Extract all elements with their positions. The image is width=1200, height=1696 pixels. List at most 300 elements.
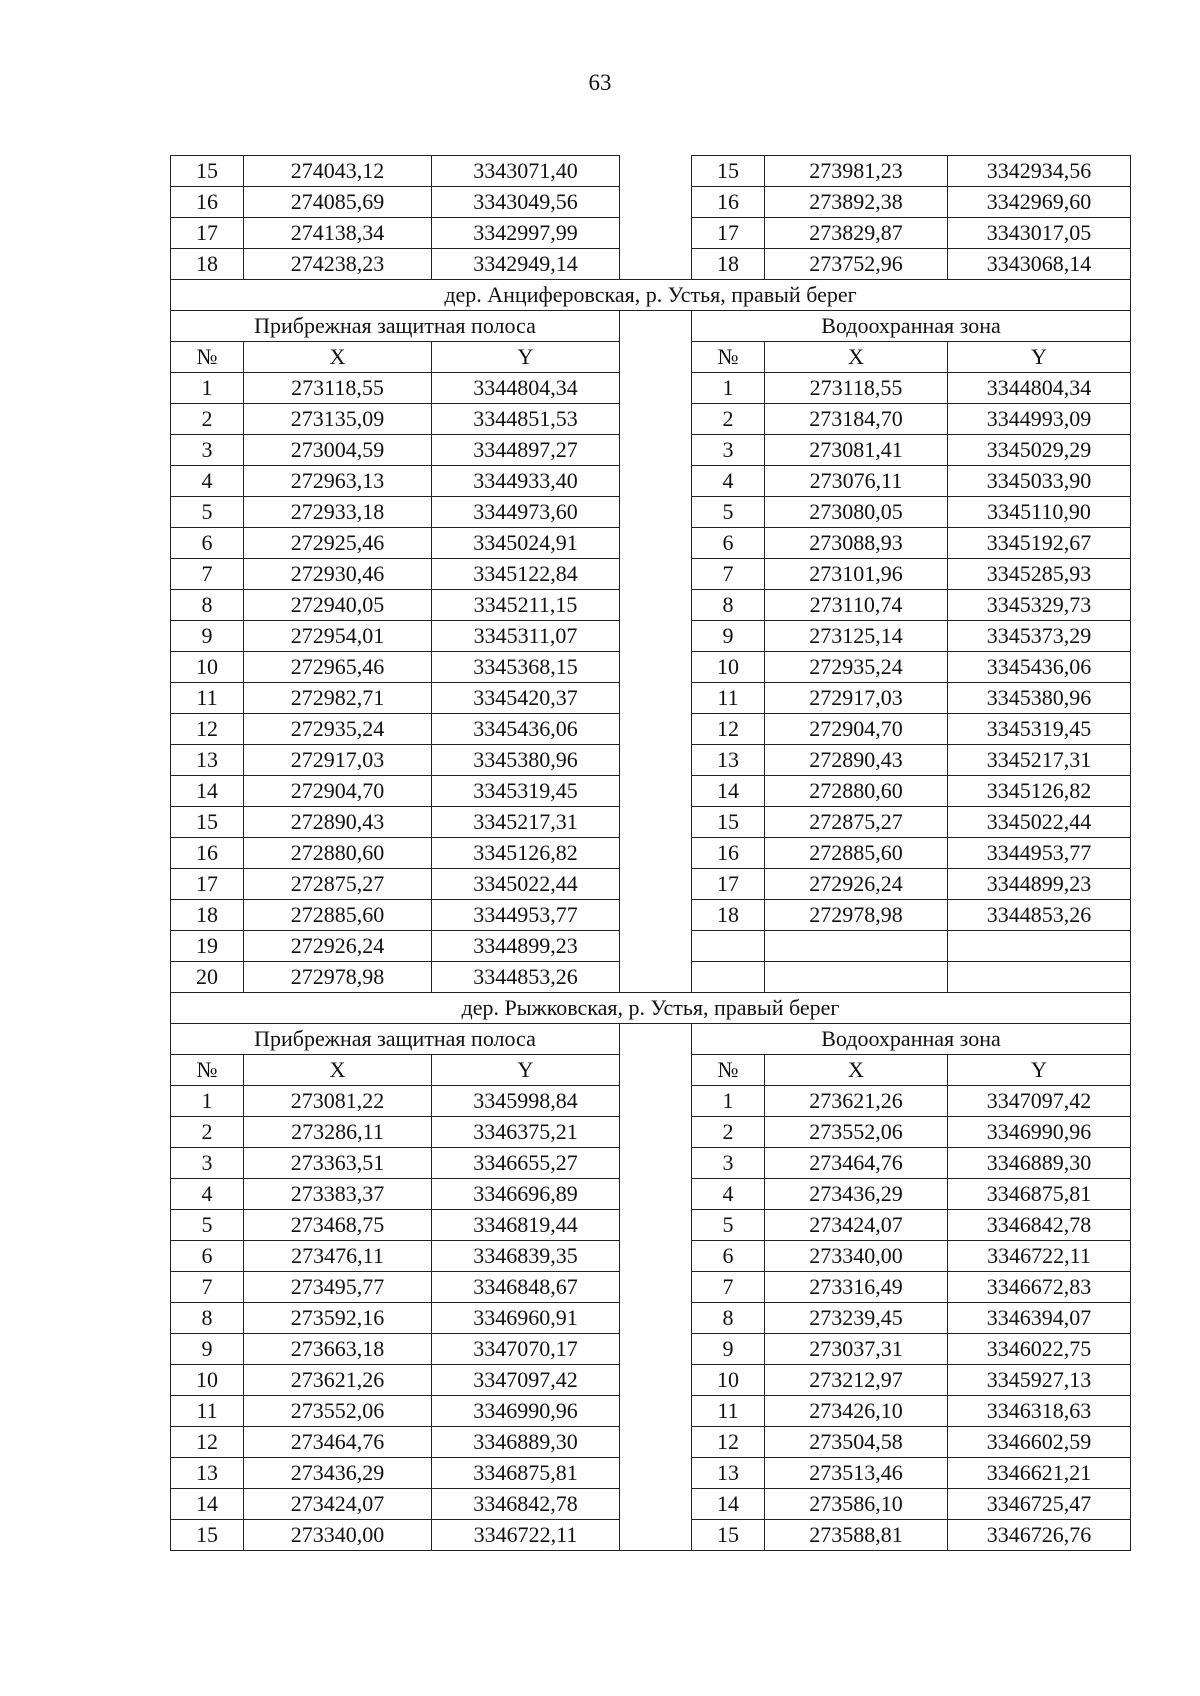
column-gap bbox=[620, 776, 692, 807]
column-gap bbox=[620, 466, 692, 497]
number-header: № bbox=[692, 342, 765, 373]
column-gap bbox=[620, 900, 692, 931]
column-gap bbox=[620, 1334, 692, 1365]
y-coordinate-cell: 3344804,34 bbox=[432, 373, 620, 404]
column-gap bbox=[620, 1427, 692, 1458]
section-title-row bbox=[171, 280, 1131, 311]
subsection-label-row bbox=[171, 311, 1131, 342]
y-header: Y bbox=[948, 1055, 1131, 1086]
y-coordinate-cell: 3346318,63 bbox=[948, 1396, 1131, 1427]
column-gap bbox=[620, 497, 692, 528]
y-coordinate-cell: 3345192,67 bbox=[948, 528, 1131, 559]
point-number-cell: 18 bbox=[692, 900, 765, 931]
point-number-cell bbox=[692, 931, 765, 962]
y-coordinate-cell: 3344899,23 bbox=[948, 869, 1131, 900]
column-gap bbox=[620, 404, 692, 435]
point-number-cell: 16 bbox=[692, 838, 765, 869]
point-number-cell: 6 bbox=[692, 1241, 765, 1272]
point-number-cell: 9 bbox=[692, 1334, 765, 1365]
x-coordinate-cell: 272982,71 bbox=[244, 683, 432, 714]
column-gap bbox=[620, 1117, 692, 1148]
y-coordinate-cell: 3343071,40 bbox=[432, 156, 620, 187]
x-header: X bbox=[765, 342, 948, 373]
table-row bbox=[171, 404, 1131, 435]
y-coordinate-cell: 3346022,75 bbox=[948, 1334, 1131, 1365]
table-row bbox=[171, 1272, 1131, 1303]
y-coordinate-cell: 3345380,96 bbox=[432, 745, 620, 776]
point-number-cell: 14 bbox=[692, 1489, 765, 1520]
x-coordinate-cell: 273892,38 bbox=[765, 187, 948, 218]
y-coordinate-cell: 3345024,91 bbox=[432, 528, 620, 559]
table-row bbox=[171, 1520, 1131, 1551]
x-coordinate-cell: 273004,59 bbox=[244, 435, 432, 466]
y-coordinate-cell: 3345217,31 bbox=[432, 807, 620, 838]
point-number-cell: 13 bbox=[171, 1458, 244, 1489]
table-row bbox=[171, 776, 1131, 807]
x-coordinate-cell: 272890,43 bbox=[244, 807, 432, 838]
table-row bbox=[171, 373, 1131, 404]
point-number-cell: 11 bbox=[171, 683, 244, 714]
table-row bbox=[171, 745, 1131, 776]
point-number-cell: 9 bbox=[171, 1334, 244, 1365]
x-coordinate-cell: 273663,18 bbox=[244, 1334, 432, 1365]
x-coordinate-cell: 272963,13 bbox=[244, 466, 432, 497]
x-coordinate-cell: 272930,46 bbox=[244, 559, 432, 590]
y-coordinate-cell: 3342969,60 bbox=[948, 187, 1131, 218]
column-gap bbox=[620, 187, 692, 218]
water-protection-zone-label: Водоохранная зона bbox=[692, 1024, 1131, 1055]
y-coordinate-cell: 3346842,78 bbox=[432, 1489, 620, 1520]
y-coordinate-cell: 3347097,42 bbox=[948, 1086, 1131, 1117]
point-number-cell: 10 bbox=[692, 1365, 765, 1396]
x-coordinate-cell: 272885,60 bbox=[244, 900, 432, 931]
column-gap bbox=[620, 311, 692, 342]
point-number-cell: 1 bbox=[171, 373, 244, 404]
table-row bbox=[171, 1179, 1131, 1210]
y-coordinate-cell: 3346889,30 bbox=[432, 1427, 620, 1458]
x-coordinate-cell: 272965,46 bbox=[244, 652, 432, 683]
x-coordinate-cell: 273081,41 bbox=[765, 435, 948, 466]
table-row bbox=[171, 869, 1131, 900]
y-coordinate-cell: 3345319,45 bbox=[948, 714, 1131, 745]
table-row bbox=[171, 1148, 1131, 1179]
point-number-cell: 5 bbox=[692, 1210, 765, 1241]
x-coordinate-cell: 273076,11 bbox=[765, 466, 948, 497]
section-title-row bbox=[171, 993, 1131, 1024]
column-gap bbox=[620, 652, 692, 683]
point-number-cell: 16 bbox=[171, 838, 244, 869]
section-title: дер. Рыжковская, р. Устья, правый берег bbox=[171, 993, 1131, 1024]
column-gap bbox=[620, 559, 692, 590]
point-number-cell: 5 bbox=[692, 497, 765, 528]
table-row bbox=[171, 218, 1131, 249]
point-number-cell: 6 bbox=[171, 1241, 244, 1272]
point-number-cell: 15 bbox=[171, 1520, 244, 1551]
x-coordinate-cell: 273340,00 bbox=[765, 1241, 948, 1272]
point-number-cell: 1 bbox=[171, 1086, 244, 1117]
y-coordinate-cell: 3344897,27 bbox=[432, 435, 620, 466]
point-number-cell: 4 bbox=[692, 1179, 765, 1210]
table-row bbox=[171, 466, 1131, 497]
x-header: X bbox=[765, 1055, 948, 1086]
coordinates-table bbox=[170, 155, 1131, 1551]
point-number-cell: 15 bbox=[171, 807, 244, 838]
y-coordinate-cell: 3345998,84 bbox=[432, 1086, 620, 1117]
column-gap bbox=[620, 1396, 692, 1427]
column-gap bbox=[620, 373, 692, 404]
table-row bbox=[171, 1117, 1131, 1148]
table-row bbox=[171, 1396, 1131, 1427]
point-number-cell: 8 bbox=[171, 590, 244, 621]
y-coordinate-cell: 3345022,44 bbox=[432, 869, 620, 900]
y-coordinate-cell: 3345373,29 bbox=[948, 621, 1131, 652]
point-number-cell: 4 bbox=[171, 466, 244, 497]
x-header: X bbox=[244, 1055, 432, 1086]
point-number-cell: 12 bbox=[692, 1427, 765, 1458]
point-number-cell: 20 bbox=[171, 962, 244, 993]
column-gap bbox=[620, 1148, 692, 1179]
point-number-cell: 11 bbox=[692, 683, 765, 714]
x-coordinate-cell: 273621,26 bbox=[765, 1086, 948, 1117]
x-coordinate-cell: 274138,34 bbox=[244, 218, 432, 249]
point-number-cell: 2 bbox=[692, 404, 765, 435]
x-coordinate-cell: 273125,14 bbox=[765, 621, 948, 652]
table-row bbox=[171, 1489, 1131, 1520]
y-coordinate-cell: 3344851,53 bbox=[432, 404, 620, 435]
point-number-cell: 17 bbox=[692, 869, 765, 900]
x-coordinate-cell: 272875,27 bbox=[765, 807, 948, 838]
x-coordinate-cell: 273588,81 bbox=[765, 1520, 948, 1551]
point-number-cell: 8 bbox=[171, 1303, 244, 1334]
table-row bbox=[171, 1427, 1131, 1458]
point-number-cell: 7 bbox=[171, 559, 244, 590]
y-coordinate-cell: 3344933,40 bbox=[432, 466, 620, 497]
y-coordinate-cell: 3346839,35 bbox=[432, 1241, 620, 1272]
x-coordinate-cell: 273135,09 bbox=[244, 404, 432, 435]
column-gap bbox=[620, 249, 692, 280]
y-coordinate-cell: 3345110,90 bbox=[948, 497, 1131, 528]
x-coordinate-cell: 272885,60 bbox=[765, 838, 948, 869]
y-coordinate-cell: 3345033,90 bbox=[948, 466, 1131, 497]
y-coordinate-cell: 3345420,37 bbox=[432, 683, 620, 714]
x-coordinate-cell: 272935,24 bbox=[244, 714, 432, 745]
column-gap bbox=[620, 156, 692, 187]
x-coordinate-cell: 273081,22 bbox=[244, 1086, 432, 1117]
table-row bbox=[171, 962, 1131, 993]
x-coordinate-cell: 272904,70 bbox=[765, 714, 948, 745]
x-coordinate-cell: 273184,70 bbox=[765, 404, 948, 435]
table-row bbox=[171, 435, 1131, 466]
column-gap bbox=[620, 435, 692, 466]
y-coordinate-cell: 3346375,21 bbox=[432, 1117, 620, 1148]
column-header-row bbox=[171, 342, 1131, 373]
x-coordinate-cell: 273552,06 bbox=[765, 1117, 948, 1148]
column-gap bbox=[620, 1055, 692, 1086]
point-number-cell: 19 bbox=[171, 931, 244, 962]
x-coordinate-cell: 273426,10 bbox=[765, 1396, 948, 1427]
x-coordinate-cell: 273464,76 bbox=[765, 1148, 948, 1179]
point-number-cell: 11 bbox=[171, 1396, 244, 1427]
y-coordinate-cell: 3346875,81 bbox=[948, 1179, 1131, 1210]
column-gap bbox=[620, 1024, 692, 1055]
table-row bbox=[171, 1458, 1131, 1489]
point-number-cell: 15 bbox=[171, 156, 244, 187]
column-gap bbox=[620, 869, 692, 900]
y-coordinate-cell: 3342997,99 bbox=[432, 218, 620, 249]
y-coordinate-cell: 3346621,21 bbox=[948, 1458, 1131, 1489]
y-coordinate-cell: 3345927,13 bbox=[948, 1365, 1131, 1396]
y-coordinate-cell: 3344853,26 bbox=[432, 962, 620, 993]
table-row bbox=[171, 249, 1131, 280]
table-row bbox=[171, 900, 1131, 931]
x-coordinate-cell: 273110,74 bbox=[765, 590, 948, 621]
x-coordinate-cell: 274043,12 bbox=[244, 156, 432, 187]
point-number-cell: 18 bbox=[171, 900, 244, 931]
x-coordinate-cell: 272917,03 bbox=[765, 683, 948, 714]
y-coordinate-cell: 3345368,15 bbox=[432, 652, 620, 683]
point-number-cell: 14 bbox=[171, 776, 244, 807]
y-coordinate-cell: 3347097,42 bbox=[432, 1365, 620, 1396]
x-coordinate-cell: 273586,10 bbox=[765, 1489, 948, 1520]
point-number-cell: 5 bbox=[171, 497, 244, 528]
x-coordinate-cell: 272926,24 bbox=[765, 869, 948, 900]
y-coordinate-cell: 3346960,91 bbox=[432, 1303, 620, 1334]
y-coordinate-cell: 3345217,31 bbox=[948, 745, 1131, 776]
y-coordinate-cell: 3342934,56 bbox=[948, 156, 1131, 187]
page-number: 63 bbox=[588, 70, 612, 95]
point-number-cell: 3 bbox=[171, 1148, 244, 1179]
x-coordinate-cell: 273476,11 bbox=[244, 1241, 432, 1272]
x-coordinate-cell: 273436,29 bbox=[765, 1179, 948, 1210]
y-coordinate-cell: 3346990,96 bbox=[432, 1396, 620, 1427]
point-number-cell: 11 bbox=[692, 1396, 765, 1427]
number-header: № bbox=[171, 1055, 244, 1086]
y-coordinate-cell: 3345126,82 bbox=[432, 838, 620, 869]
y-header: Y bbox=[432, 342, 620, 373]
point-number-cell: 8 bbox=[692, 590, 765, 621]
y-coordinate-cell: 3344993,09 bbox=[948, 404, 1131, 435]
x-coordinate-cell: 273621,26 bbox=[244, 1365, 432, 1396]
table-row bbox=[171, 807, 1131, 838]
x-coordinate-cell: 273513,46 bbox=[765, 1458, 948, 1489]
table-row bbox=[171, 1365, 1131, 1396]
point-number-cell: 12 bbox=[692, 714, 765, 745]
x-coordinate-cell: 273239,45 bbox=[765, 1303, 948, 1334]
point-number-cell: 13 bbox=[171, 745, 244, 776]
x-coordinate-cell: 272880,60 bbox=[244, 838, 432, 869]
x-coordinate-cell: 272978,98 bbox=[244, 962, 432, 993]
point-number-cell: 15 bbox=[692, 807, 765, 838]
point-number-cell: 6 bbox=[171, 528, 244, 559]
point-number-cell: 16 bbox=[692, 187, 765, 218]
y-coordinate-cell: 3344953,77 bbox=[948, 838, 1131, 869]
y-coordinate-cell: 3344953,77 bbox=[432, 900, 620, 931]
x-coordinate-cell: 272954,01 bbox=[244, 621, 432, 652]
x-coordinate-cell: 273504,58 bbox=[765, 1427, 948, 1458]
y-coordinate-cell bbox=[948, 962, 1131, 993]
y-coordinate-cell: 3346696,89 bbox=[432, 1179, 620, 1210]
y-coordinate-cell: 3346990,96 bbox=[948, 1117, 1131, 1148]
y-coordinate-cell: 3344973,60 bbox=[432, 497, 620, 528]
column-gap bbox=[620, 218, 692, 249]
y-coordinate-cell: 3345380,96 bbox=[948, 683, 1131, 714]
point-number-cell: 8 bbox=[692, 1303, 765, 1334]
x-coordinate-cell: 273829,87 bbox=[765, 218, 948, 249]
column-gap bbox=[620, 1086, 692, 1117]
y-coordinate-cell: 3346722,11 bbox=[432, 1520, 620, 1551]
x-coordinate-cell: 273592,16 bbox=[244, 1303, 432, 1334]
x-header: X bbox=[244, 342, 432, 373]
column-gap bbox=[620, 1179, 692, 1210]
y-coordinate-cell: 3346848,67 bbox=[432, 1272, 620, 1303]
y-coordinate-cell: 3346819,44 bbox=[432, 1210, 620, 1241]
table-row bbox=[171, 652, 1131, 683]
point-number-cell: 15 bbox=[692, 156, 765, 187]
point-number-cell: 5 bbox=[171, 1210, 244, 1241]
table-row bbox=[171, 187, 1131, 218]
y-coordinate-cell: 3344853,26 bbox=[948, 900, 1131, 931]
riparian-strip-label: Прибрежная защитная полоса bbox=[171, 1024, 620, 1055]
x-coordinate-cell: 273080,05 bbox=[765, 497, 948, 528]
point-number-cell: 13 bbox=[692, 745, 765, 776]
x-coordinate-cell: 273981,23 bbox=[765, 156, 948, 187]
y-coordinate-cell: 3345436,06 bbox=[948, 652, 1131, 683]
y-coordinate-cell: 3343049,56 bbox=[432, 187, 620, 218]
y-coordinate-cell: 3345126,82 bbox=[948, 776, 1131, 807]
x-coordinate-cell: 272978,98 bbox=[765, 900, 948, 931]
point-number-cell: 10 bbox=[171, 1365, 244, 1396]
y-coordinate-cell: 3346889,30 bbox=[948, 1148, 1131, 1179]
y-coordinate-cell: 3344804,34 bbox=[948, 373, 1131, 404]
column-gap bbox=[620, 1458, 692, 1489]
x-coordinate-cell: 273088,93 bbox=[765, 528, 948, 559]
column-header-row bbox=[171, 1055, 1131, 1086]
point-number-cell: 10 bbox=[171, 652, 244, 683]
x-coordinate-cell: 273424,07 bbox=[244, 1489, 432, 1520]
point-number-cell: 13 bbox=[692, 1458, 765, 1489]
column-gap bbox=[620, 931, 692, 962]
riparian-strip-label: Прибрежная защитная полоса bbox=[171, 311, 620, 342]
table-row bbox=[171, 1334, 1131, 1365]
table-row bbox=[171, 497, 1131, 528]
x-coordinate-cell: 272933,18 bbox=[244, 497, 432, 528]
point-number-cell: 3 bbox=[171, 435, 244, 466]
table-row bbox=[171, 1210, 1131, 1241]
y-coordinate-cell: 3346672,83 bbox=[948, 1272, 1131, 1303]
point-number-cell: 2 bbox=[171, 404, 244, 435]
x-coordinate-cell: 273101,96 bbox=[765, 559, 948, 590]
x-coordinate-cell: 273552,06 bbox=[244, 1396, 432, 1427]
column-gap bbox=[620, 807, 692, 838]
point-number-cell: 14 bbox=[171, 1489, 244, 1520]
x-coordinate-cell: 272940,05 bbox=[244, 590, 432, 621]
column-gap bbox=[620, 962, 692, 993]
point-number-cell: 7 bbox=[692, 559, 765, 590]
point-number-cell bbox=[692, 962, 765, 993]
x-coordinate-cell: 273424,07 bbox=[765, 1210, 948, 1241]
y-coordinate-cell: 3346394,07 bbox=[948, 1303, 1131, 1334]
point-number-cell: 1 bbox=[692, 1086, 765, 1117]
x-coordinate-cell: 273037,31 bbox=[765, 1334, 948, 1365]
point-number-cell: 4 bbox=[171, 1179, 244, 1210]
x-coordinate-cell: 273118,55 bbox=[244, 373, 432, 404]
y-coordinate-cell: 3345329,73 bbox=[948, 590, 1131, 621]
table-row bbox=[171, 1086, 1131, 1117]
number-header: № bbox=[692, 1055, 765, 1086]
x-coordinate-cell: 273383,37 bbox=[244, 1179, 432, 1210]
y-header: Y bbox=[432, 1055, 620, 1086]
subsection-label-row bbox=[171, 1024, 1131, 1055]
x-coordinate-cell: 273495,77 bbox=[244, 1272, 432, 1303]
x-coordinate-cell bbox=[765, 962, 948, 993]
column-gap bbox=[620, 683, 692, 714]
column-gap bbox=[620, 1303, 692, 1334]
x-coordinate-cell: 272935,24 bbox=[765, 652, 948, 683]
y-coordinate-cell: 3345311,07 bbox=[432, 621, 620, 652]
column-gap bbox=[620, 745, 692, 776]
x-coordinate-cell: 273752,96 bbox=[765, 249, 948, 280]
x-coordinate-cell: 273286,11 bbox=[244, 1117, 432, 1148]
point-number-cell: 17 bbox=[692, 218, 765, 249]
table-row bbox=[171, 714, 1131, 745]
x-coordinate-cell: 273118,55 bbox=[765, 373, 948, 404]
column-gap bbox=[620, 838, 692, 869]
column-gap bbox=[620, 1365, 692, 1396]
y-coordinate-cell: 3343017,05 bbox=[948, 218, 1131, 249]
table-row bbox=[171, 931, 1131, 962]
y-coordinate-cell: 3345029,29 bbox=[948, 435, 1131, 466]
y-coordinate-cell: 3346725,47 bbox=[948, 1489, 1131, 1520]
point-number-cell: 18 bbox=[692, 249, 765, 280]
point-number-cell: 3 bbox=[692, 1148, 765, 1179]
column-gap bbox=[620, 342, 692, 373]
x-coordinate-cell: 272926,24 bbox=[244, 931, 432, 962]
point-number-cell: 12 bbox=[171, 1427, 244, 1458]
x-coordinate-cell: 272904,70 bbox=[244, 776, 432, 807]
x-coordinate-cell: 274085,69 bbox=[244, 187, 432, 218]
water-protection-zone-label: Водоохранная зона bbox=[692, 311, 1131, 342]
x-coordinate-cell: 272880,60 bbox=[765, 776, 948, 807]
number-header: № bbox=[171, 342, 244, 373]
column-gap bbox=[620, 1241, 692, 1272]
point-number-cell: 15 bbox=[692, 1520, 765, 1551]
section-title: дер. Анциферовская, р. Устья, правый берег bbox=[171, 280, 1131, 311]
point-number-cell: 18 bbox=[171, 249, 244, 280]
column-gap bbox=[620, 1520, 692, 1551]
x-coordinate-cell: 273436,29 bbox=[244, 1458, 432, 1489]
column-gap bbox=[620, 714, 692, 745]
table-row bbox=[171, 683, 1131, 714]
y-coordinate-cell: 3345319,45 bbox=[432, 776, 620, 807]
point-number-cell: 9 bbox=[171, 621, 244, 652]
point-number-cell: 7 bbox=[171, 1272, 244, 1303]
point-number-cell: 16 bbox=[171, 187, 244, 218]
table-row bbox=[171, 838, 1131, 869]
point-number-cell: 4 bbox=[692, 466, 765, 497]
y-coordinate-cell: 3345436,06 bbox=[432, 714, 620, 745]
x-coordinate-cell: 273212,97 bbox=[765, 1365, 948, 1396]
table-row bbox=[171, 1303, 1131, 1334]
x-coordinate-cell: 272925,46 bbox=[244, 528, 432, 559]
x-coordinate-cell: 272890,43 bbox=[765, 745, 948, 776]
y-coordinate-cell: 3346726,76 bbox=[948, 1520, 1131, 1551]
y-coordinate-cell: 3345022,44 bbox=[948, 807, 1131, 838]
table-row bbox=[171, 156, 1131, 187]
column-gap bbox=[620, 621, 692, 652]
x-coordinate-cell: 273316,49 bbox=[765, 1272, 948, 1303]
y-coordinate-cell: 3342949,14 bbox=[432, 249, 620, 280]
y-coordinate-cell: 3346655,27 bbox=[432, 1148, 620, 1179]
